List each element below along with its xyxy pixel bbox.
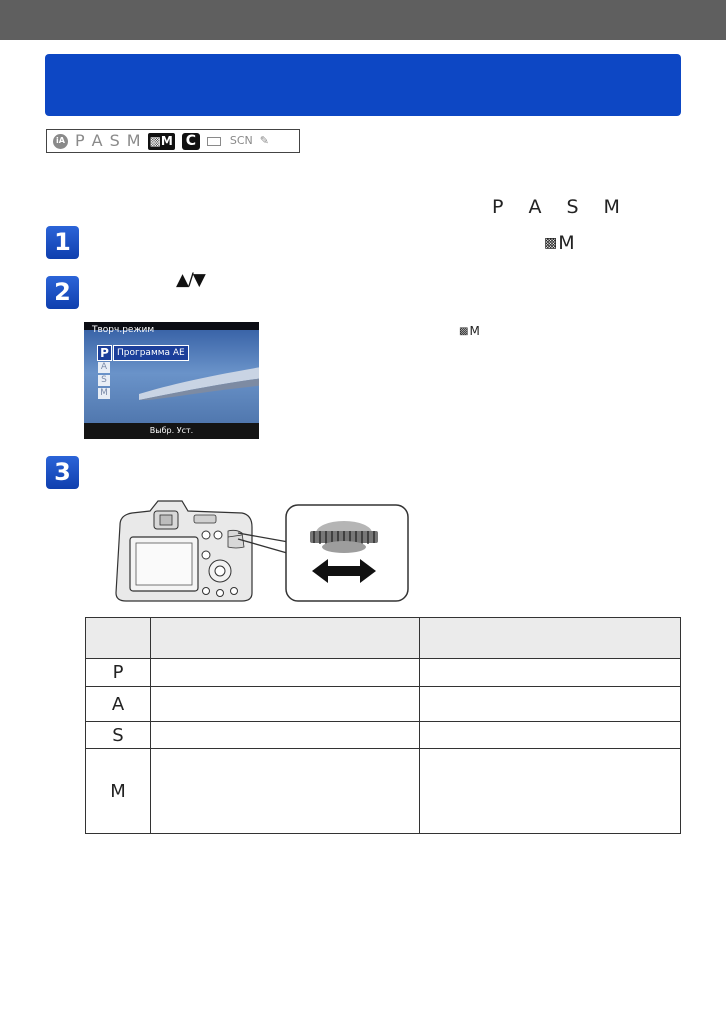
table-cell bbox=[420, 687, 681, 722]
mode-m-icon: M bbox=[126, 131, 141, 150]
table-header-row bbox=[86, 618, 681, 659]
step-2-movie-mode: ▩ M bbox=[459, 324, 480, 338]
table-cell bbox=[151, 687, 420, 722]
table-cell bbox=[420, 722, 681, 749]
mode-s-icon: S bbox=[109, 131, 120, 150]
camera-illustration bbox=[110, 497, 410, 603]
lcd-footer: Выбр. Уст. bbox=[84, 423, 259, 439]
movie-camera-icon: ▩ bbox=[544, 235, 558, 251]
step-1-badge: 1 bbox=[46, 226, 79, 259]
step-1-movie-mode: ▩ M bbox=[544, 232, 575, 254]
lcd-option-s: S bbox=[98, 375, 110, 386]
table-cell bbox=[151, 722, 420, 749]
intro-mode-p: P bbox=[492, 196, 504, 218]
table-cell-mode: M bbox=[86, 749, 151, 834]
lcd-selected-mode-name: Программа АЕ bbox=[113, 345, 189, 361]
mode-p-icon: P bbox=[75, 131, 85, 150]
lcd-selected-mode: P bbox=[97, 345, 112, 361]
step-2-badge: 2 bbox=[46, 276, 79, 309]
table-row bbox=[86, 722, 681, 749]
lcd-option-m: M bbox=[98, 388, 110, 399]
table-cell-mode: P bbox=[86, 659, 151, 687]
custom-mode-icon: C bbox=[182, 133, 200, 150]
scene-mode-icon: SCN bbox=[229, 134, 253, 147]
table-row bbox=[86, 659, 681, 687]
table-row bbox=[86, 749, 681, 834]
creative-control-icon: ✎ bbox=[259, 134, 269, 147]
movie-camera-icon: ▩ bbox=[459, 325, 469, 337]
airplane-wing-image bbox=[139, 360, 259, 400]
table-header-col-3 bbox=[420, 618, 681, 659]
top-bar bbox=[0, 0, 726, 40]
section-title-bar bbox=[45, 54, 681, 116]
movie-camera-icon: ▩ bbox=[149, 134, 161, 148]
camera-lcd-screen bbox=[84, 322, 259, 439]
recording-mode-bar bbox=[46, 129, 300, 153]
intro-mode-m: M bbox=[603, 196, 620, 218]
table-header-mode bbox=[86, 618, 151, 659]
table-cell-mode: S bbox=[86, 722, 151, 749]
lcd-menu-title: Творч.режим bbox=[92, 325, 155, 335]
table-cell bbox=[420, 749, 681, 834]
table-header-col-2 bbox=[151, 618, 420, 659]
intelligent-auto-icon: iA bbox=[53, 134, 68, 149]
movie-mode-icon: ▩ M bbox=[148, 133, 175, 150]
step-3-badge: 3 bbox=[46, 456, 79, 489]
intro-modes bbox=[492, 196, 620, 218]
lcd-option-a: A bbox=[98, 362, 110, 373]
up-down-arrows: ▲/▼ bbox=[176, 270, 205, 290]
table-row bbox=[86, 687, 681, 722]
table-cell-mode: A bbox=[86, 687, 151, 722]
intro-mode-s: S bbox=[566, 196, 579, 218]
table-cell bbox=[420, 659, 681, 687]
table-cell bbox=[151, 659, 420, 687]
camera-rear-dial-illustration bbox=[110, 497, 410, 603]
intro-mode-a: A bbox=[528, 196, 542, 218]
mode-table bbox=[85, 617, 681, 834]
table-cell bbox=[151, 749, 420, 834]
panorama-icon bbox=[207, 137, 221, 146]
mode-a-icon: A bbox=[91, 131, 103, 150]
